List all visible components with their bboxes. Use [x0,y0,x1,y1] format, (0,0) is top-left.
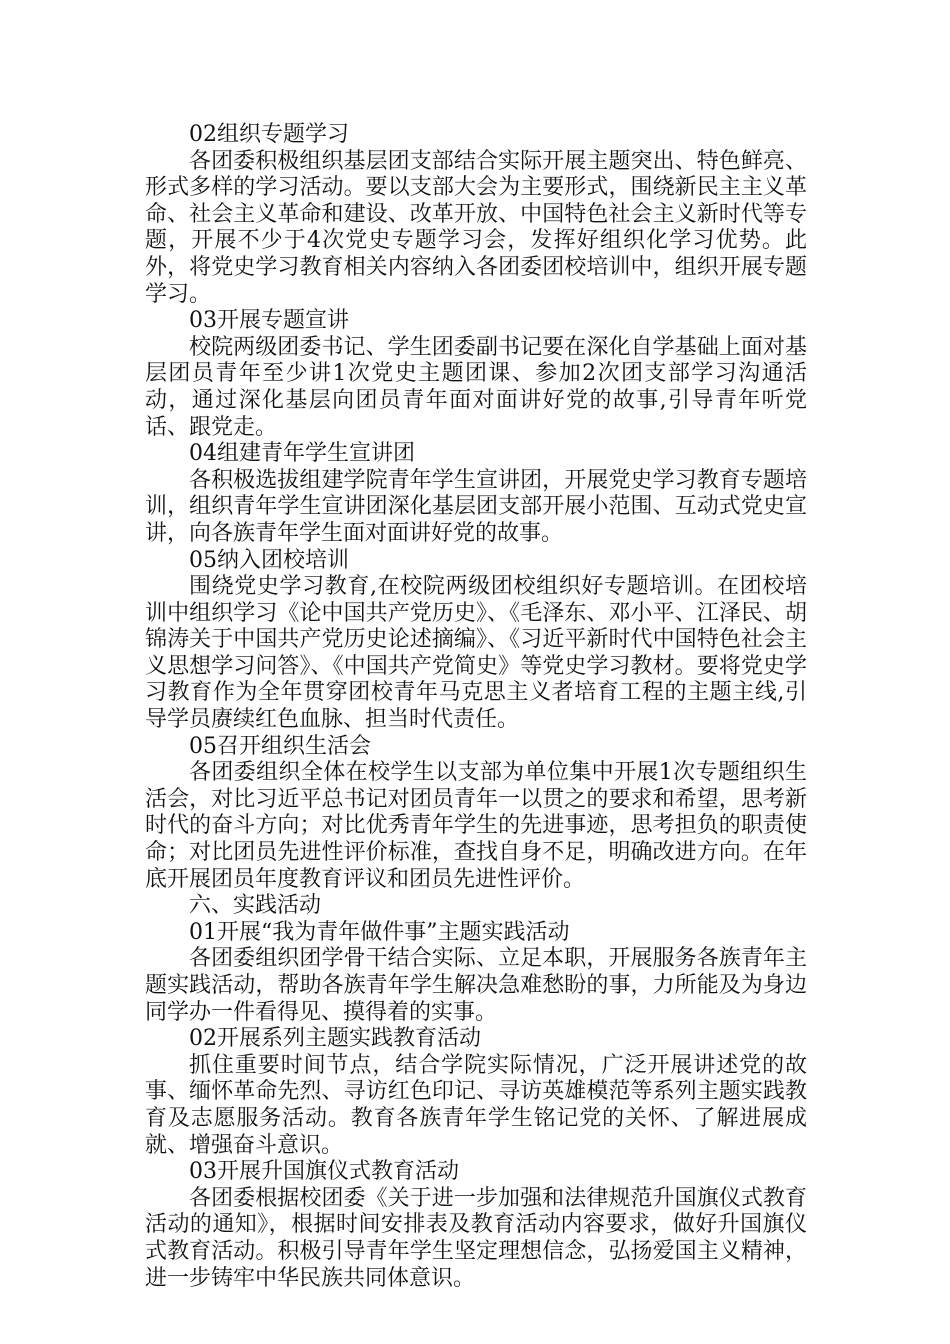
paragraph-flag-ceremony: 各团委根据校团委《关于进一步加强和法律规范升国旗仪式教育活动的通知》，根据时间安排表及教育活动内容要求，做好升国旗仪式教育活动。积极引导青年学生坚定理想信念，弘扬爱国主义精神，进一步铸牢中华民族共同体意识。 [145,1185,807,1291]
paragraph-lecture: 校院两级团委书记、学生团委副书记要在深化自学基础上面对基层团员青年至少讲1次党史主题团课、参加2次团支部学习沟通活动，通过深化基层向团员青年面对面讲好党的故事,引导青年听党话、跟党走。 [145,334,807,440]
document-body [145,122,807,1292]
section-heading-training: 05纳入团校培训 [189,547,349,573]
paragraph-study: 各团委积极组织基层团支部结合实际开展主题突出、特色鲜亮、形式多样的学习活动。要以支部大会为主要形式，围绕新民主主义革命、社会主义革命和建设、改革开放、中国特色社会主义新时代等专题，开展不少于4次党史专题学习会，发挥好组织化学习优势。此外，将党史学习教育相关内容纳入各团委团校培训中，组织开展专题学习。 [145,148,807,307]
paragraph-training: 围绕党史学习教育,在校院两级团校组织好专题培训。在团校培训中组织学习《论中国共产党历史》、《毛泽东、邓小平、江泽民、胡锦涛关于中国共产党历史论述摘编》、《习近平新时代中国特色社会主义思想学习问答》、《中国共产党简史》等党史学习教材。要将党史学习教育作为全年贯穿团校青年马克思主义者培育工程的主题主线,引导学员赓续红色血脉、担当时代责任。 [145,574,807,733]
paragraph-meeting: 各团委组织全体在校学生以支部为单位集中开展1次专题组织生活会，对比习近平总书记对团员青年一以贯之的要求和希望，思考新时代的奋斗方向；对比优秀青年学生的先进事迹，思考担负的职责使命；对比团员先进性评价标准，查找自身不足，明确改进方向。在年底开展团员年度教育评议和团员先进性评价。 [145,760,807,892]
section-heading-lecture: 03开展专题宣讲 [189,308,349,334]
paragraph-practice-education: 抓住重要时间节点，结合学院实际情况，广泛开展讲述党的故事、缅怀革命先烈、寻访红色印记、寻访英雄模范等系列主题实践教育及志愿服务活动。教育各族青年学生铭记党的关怀、了解进展成就、增强奋斗意识。 [145,1052,807,1158]
section-heading-meeting: 05召开组织生活会 [189,733,371,759]
chapter-heading-practice: 六、实践活动 [189,893,322,919]
paragraph-youth-service: 各团委组织团学骨干结合实际、立足本职，开展服务各族青年主题实践活动，帮助各族青年学生解决急难愁盼的事，力所能及为身边同学办一件看得见、摸得着的实事。 [145,946,807,1025]
section-heading-study: 02组织专题学习 [189,122,349,147]
section-heading-flag-ceremony: 03开展升国旗仪式教育活动 [189,1159,459,1185]
section-heading-practice-education: 02开展系列主题实践教育活动 [189,1026,481,1052]
section-heading-youth-service: 01开展“我为青年做件事”主题实践活动 [189,919,570,945]
section-heading-lecture-group: 04组建青年学生宣讲团 [189,441,415,467]
paragraph-lecture-group: 各积极选拔组建学院青年学生宣讲团，开展党史学习教育专题培训，组织青年学生宣讲团深化基层团支部开展小范围、互动式党史宣讲，向各族青年学生面对面讲好党的故事。 [145,467,807,546]
